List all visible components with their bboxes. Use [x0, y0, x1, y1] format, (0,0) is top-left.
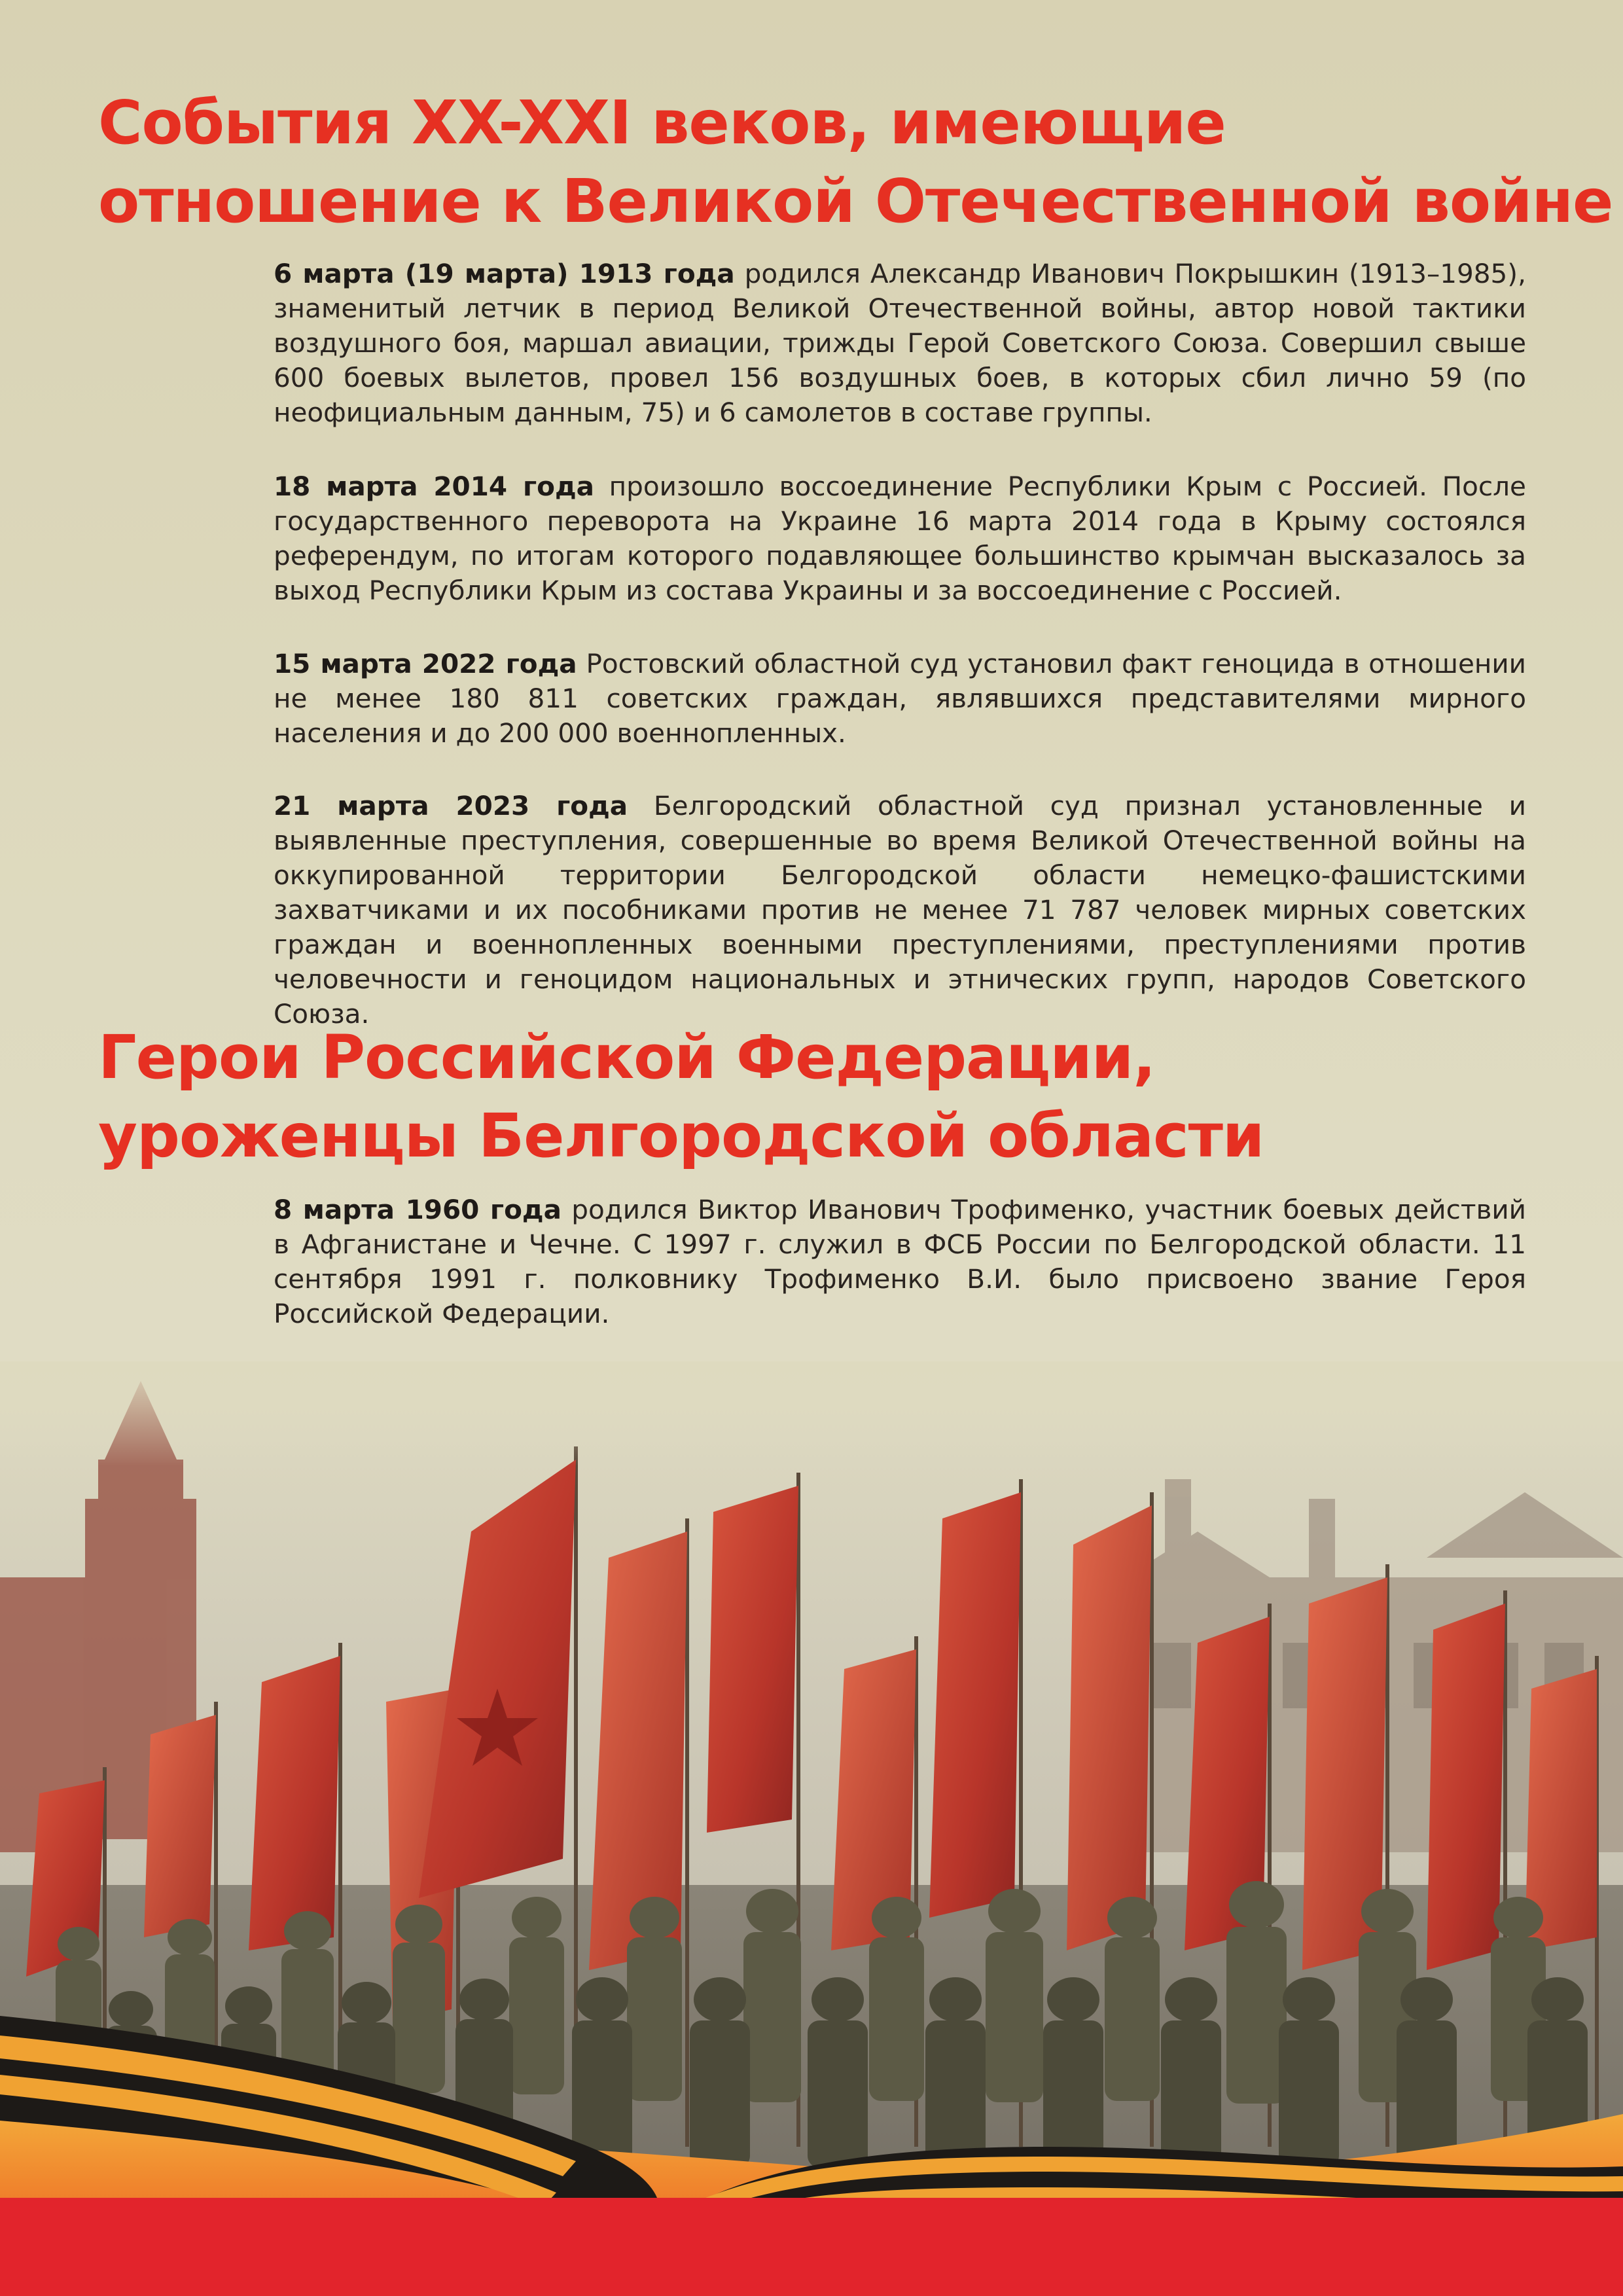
entry-trofimenko	[274, 1193, 1526, 1331]
heading-line: События XX-XXI веков, имеющие	[98, 88, 1226, 158]
entry-text: родился Александр Иванович Покрышкин (1913–1985), знаменитый летчик в период Великой Отечественной войны, автор новой тактики воздушного боя, маршал авиации, трижды Герой Советского Союза. Совершил свыше 600 боевых вылетов, провел 156 воздушных боев, в которых сбил лично 59 (по неофициальным данным, 75) и 6 самолетов в составе группы.	[274, 258, 1526, 428]
entry-text: произошло воссоединение Республики Крым с Россией. После государственного переворота на Украине 16 марта 2014 года в Крыму состоялся референдум, по итогам которого подавляющее большинство крымчан высказалось за выход Республики Крым из состава Украины и за воссоединение с Россией.	[274, 471, 1526, 606]
entry-text: Ростовский областной суд установил факт геноцида в отношении не менее 180 811 советских граждан, являвшихся представителями мирного населения и до 200 000 военнопленных.	[274, 648, 1526, 749]
footer-red-band	[0, 2198, 1623, 2296]
heading-line: Герои Российской Федерации,	[98, 1022, 1156, 1092]
entry-date: 18 марта 2014 года	[274, 471, 594, 502]
entry-belgorod-court	[274, 789, 1526, 1031]
entry-date: 6 марта (19 марта) 1913 года	[274, 258, 735, 289]
entry-date: 8 марта 1960 года	[274, 1194, 562, 1225]
heading-line: уроженцы Белгородской области	[98, 1101, 1264, 1171]
victory-parade-photo	[0, 1361, 1623, 2296]
entry-text: Белгородский областной суд признал установленные и выявленные преступления, совершенные во время Великой Отечественной войны на оккупированной территории Белгородской области немецко-фашистскими захватчиками и их пособниками против не менее 71 787 человек мирных советских граждан и военнопленных военными преступлениями, преступлениями против человечности и геноцидом национальных и этнических групп, народов Советского Союза.	[274, 790, 1526, 1030]
entry-date: 21 марта 2023 года	[274, 790, 628, 821]
entry-pokryshkin	[274, 257, 1526, 430]
section-heading-heroes	[98, 1018, 1264, 1175]
entry-text: родился Виктор Иванович Трофименко, участник боевых действий в Афганистане и Чечне. С 1997 г. служил в ФСБ России по Белгородской области. 11 сентября 1991 г. полковнику Трофименко В.И. было присвоено звание Героя Российской Федерации.	[274, 1194, 1526, 1329]
entry-rostov-court	[274, 647, 1526, 751]
entry-crimea	[274, 469, 1526, 608]
entry-date: 15 марта 2022 года	[274, 648, 577, 679]
heading-line: отношение к Великой Отечественной войне	[98, 166, 1613, 236]
section-heading-events	[98, 84, 1613, 241]
